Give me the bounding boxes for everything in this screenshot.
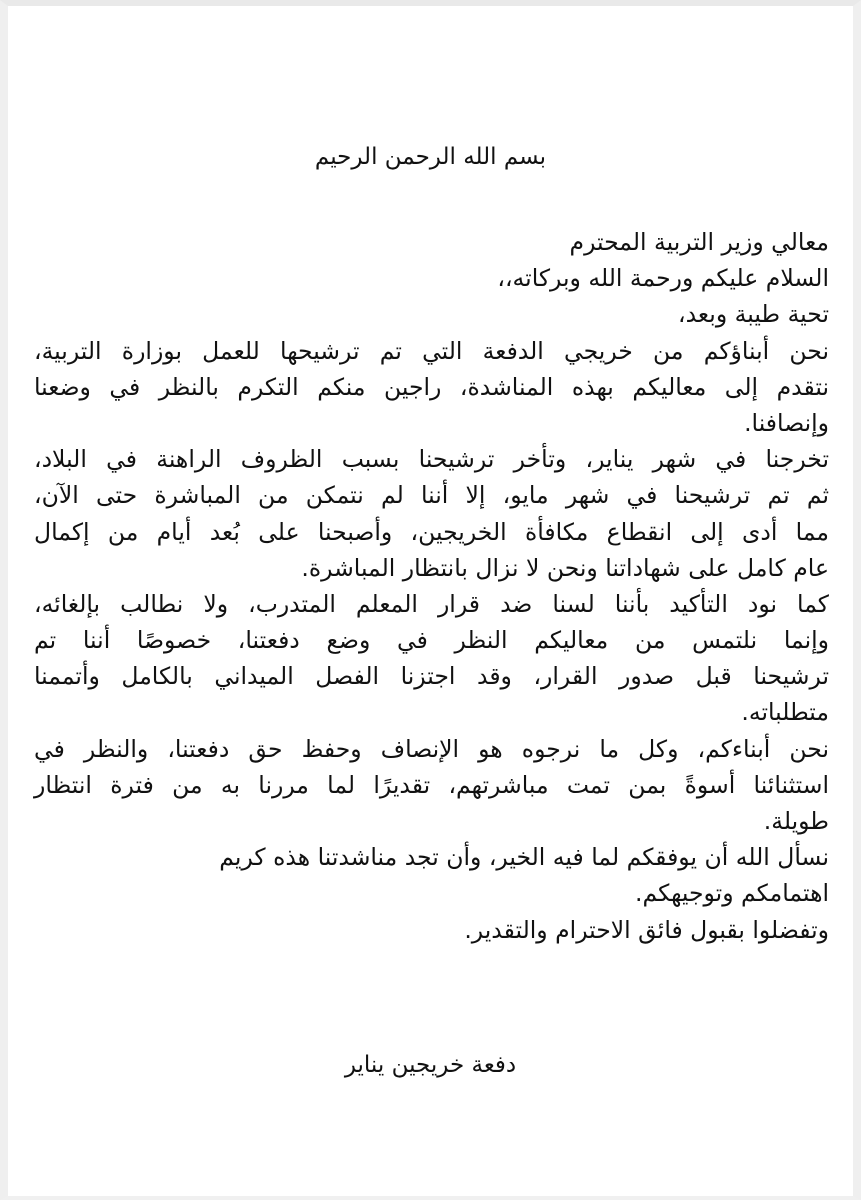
letter-line: تحية طيبة وبعد، <box>678 300 829 329</box>
letter-line: ثم تم ترشيحنا في شهر مايو، إلا أننا لم نتمكن من المباشرة حتى الآن، <box>34 481 829 510</box>
letter-body <box>34 224 829 948</box>
letter-line: كما نود التأكيد بأننا لسنا ضد قرار المعلم المتدرب، ولا نطالب بإلغائه، <box>34 589 829 618</box>
letter-line: مما أدى إلى انقطاع مكافأة الخريجين، وأصبحنا على بُعد أيام من إكمال <box>34 517 829 546</box>
letter-line: متطلباته. <box>741 698 829 727</box>
letter-line: ترشيحنا قبل صدور القرار، وقد اجتزنا الفصل الميداني بالكامل وأتممنا <box>34 662 829 691</box>
signature-line: دفعة خريجين يناير <box>344 1052 517 1078</box>
letter-line: نحن أبناءكم، وكل ما نرجوه هو الإنصاف وحفظ حق دفعتنا، والنظر في <box>34 734 829 763</box>
letter-line: نتقدم إلى معاليكم بهذه المناشدة، راجين منكم التكرم بالنظر في وضعنا <box>34 372 829 401</box>
letter-line: تخرجنا في شهر يناير، وتأخر ترشيحنا بسبب الظروف الراهنة في البلاد، <box>34 445 829 474</box>
letter-line: نحن أبناؤكم من خريجي الدفعة التي تم ترشيحها للعمل بوزارة التربية، <box>34 336 829 365</box>
letter-line: طويلة. <box>763 807 829 835</box>
letter-line: وإنصافنا. <box>744 408 829 437</box>
letter-line: السلام عليكم ورحمة الله وبركاته،، <box>497 264 829 293</box>
basmala-heading: بسم الله الرحمن الرحيم <box>314 144 547 170</box>
letter-line: وإنما نلتمس من معاليكم النظر في وضع دفعتنا، خصوصًا أننا تم <box>34 626 829 655</box>
letter-line: وتفضلوا بقبول فائق الاحترام والتقدير. <box>464 915 829 944</box>
letter-line: اهتمامكم وتوجيهكم. <box>634 879 829 908</box>
letter-line: استثنائنا أسوةً بمن تمت مباشرتهم، تقديرًا لما مررنا به من فترة انتظار <box>34 770 829 799</box>
letter-line: معالي وزير التربية المحترم <box>569 228 829 256</box>
letter-line: نسأل الله أن يوفقكم لما فيه الخير، وأن تجد مناشدتنا هذه كريم <box>219 843 829 872</box>
letter-line: عام كامل على شهاداتنا ونحن لا نزال بانتظار المباشرة. <box>301 553 829 582</box>
